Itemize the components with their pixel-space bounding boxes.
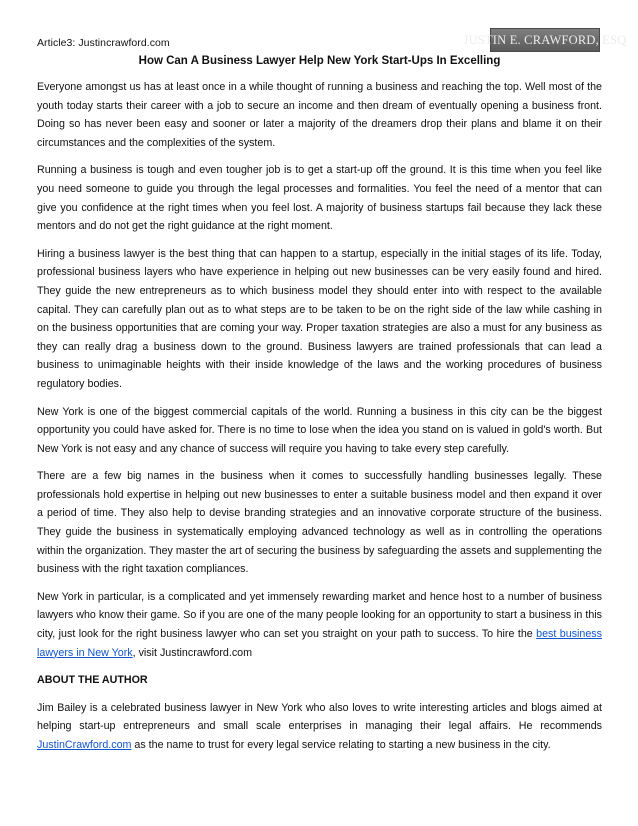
logo-text: JUSTIN E. CRAWFORD, ESQ <box>463 32 627 47</box>
paragraph-4: New York is one of the biggest commercial capitals of the world. Running a business in this city can be the biggest opportunity you could have asked for. There is no time to lose when the idea you stand on is valued in gold's worth. But New York is not easy and any chance of success will require you having to take every step carefully. <box>37 405 602 455</box>
about-author-paragraph <box>37 699 602 755</box>
about-author-heading: ABOUT THE AUTHOR <box>37 674 148 687</box>
paragraph-6 <box>37 588 602 662</box>
paragraph-6-text-after: , visit Justincrawford.com <box>132 646 253 659</box>
company-logo <box>463 28 627 52</box>
paragraph-1: Everyone amongst us has at least once in a while thought of running a business and reaching the top. Well most of the youth today starts their career with a job to secure an income and then dream of eventually opening a business front. Doing so has never been easy and sooner or later a majority of the dreamers drop their plans and blame it on their circumstances and the complexities of the system. <box>37 81 602 149</box>
paragraph-3: Hiring a business lawyer is the best thing that can happen to a startup, especially in the initial stages of its life. Today, professional business layers who have experience in helping out new businesses can be very easily found and hired. They guide the new entrepreneurs as to which business model they should enter into with respect to the available capital. They can carefully plan out as to what steps are to be taken to be on the right side of the law while cashing in on the business opportunities that are coming your way. Proper taxation strategies are also a must for any business as they can really drag a business down to the ground. Business lawyers are trained professionals that can lead a business to unimaginable heights with their inside knowledge of the laws and the working procedures of business regulatory bodies. <box>37 247 602 390</box>
best-lawyers-link[interactable]: best business lawyers in New York <box>37 628 602 659</box>
paragraph-2: Running a business is tough and even tougher job is to get a start-up off the ground. It is this time when you feel like you need someone to guide you through the legal processes and formalities. You feel the need of a mentor that can give you confidence at the right times when you feel lost. A majority of business startups fail because they lack these mentors and do not get the right guidance at the right moment. <box>37 164 602 233</box>
paragraph-6-text-before: New York in particular, is a complicated and yet immensely rewarding market and hence host to a number of business lawyers who know their game. So if you are one of the many people looking for an opportunity to start a business in this city, just look for the right business lawyer who can set you straight on your path to success. To hire the <box>37 590 602 641</box>
article-header-line: Article3: Justincrawford.com <box>37 37 170 49</box>
article-body <box>37 78 602 764</box>
justincrawford-link[interactable]: JustinCrawford.com <box>37 739 132 751</box>
about-text-before: Jim Bailey is a celebrated business lawyer in New York who also loves to write interesting articles and blogs aimed at helping start-up entrepreneurs and small scale enterprises in managing their legal affairs. He recommends <box>37 701 602 733</box>
article-title: How Can A Business Lawyer Help New York Start-Ups In Excelling <box>138 55 501 67</box>
paragraph-5: There are a few big names in the business when it comes to successfully handling businesses legally. These professionals hold expertise in helping out new businesses to enter a suitable business model and then expand it over a period of time. They also help to devise branding strategies and an innovative corporate structure of the business. They guide the business in systematically employing advanced technology as well as in controlling the operations within the organization. They master the art of securing the business by safeguarding the assets and supplementing the business with the right taxation compliances. <box>37 470 602 576</box>
about-text-after: as the name to trust for every legal service relating to starting a new business in the city. <box>131 739 551 751</box>
